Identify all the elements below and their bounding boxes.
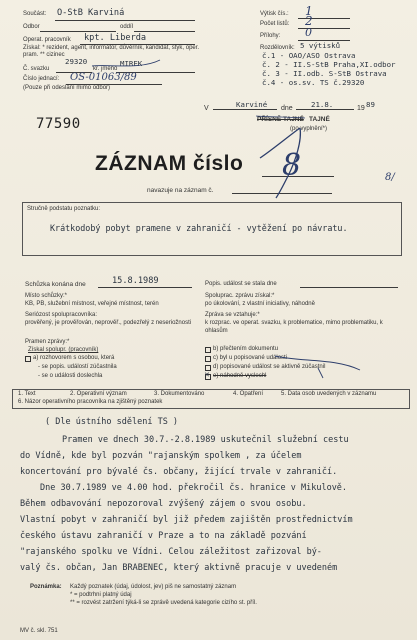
footnote-label: Poznámka: [30, 584, 62, 590]
pramen-option: Získal spolupr. (pracovník) [28, 347, 99, 353]
dne-label: dne [281, 105, 293, 112]
rozdelovnik-line: č.4 - os.sv. TS č.29320 [262, 78, 365, 87]
vytisk-label: Výtisk čís.: [260, 11, 289, 17]
svazek-label: Č. svazku [23, 66, 50, 72]
body-line: českého ústavu zahraničí v Praze a to na základě pozvání [20, 531, 307, 541]
source-line: ( Dle ústního sdělení TS ) [45, 417, 179, 427]
margin-note: 8/ [385, 172, 395, 183]
legend-item: 2. Operativní význam [70, 391, 127, 397]
rozdelovnik-label: Rozdělovník: [260, 45, 295, 51]
misto-label: Místo schůzky:* [25, 293, 68, 299]
operat-value: kpt. Liberda [84, 33, 147, 43]
popis-label: Popis. událost se stala dne [205, 281, 277, 287]
schuzka-label: Schůzka konána dne [25, 281, 86, 288]
spoluprac-label: Spoluprac. zprávu získal:* [205, 293, 275, 299]
v-label: V [204, 105, 209, 112]
secrecy-struck: PŘÍSNĚ TAJNÉ [257, 116, 304, 123]
seriozn-options: prověřený, je prověřován, neprověř., podezřelý z neseriožnosti [25, 320, 192, 326]
jednaci-note: (Pouze při odeslání mimo odbor) [23, 85, 111, 91]
legend-item: 1. Text [18, 391, 36, 397]
legend-item: 3. Dokumentováno [154, 391, 205, 397]
listu-label: Počet listů: [260, 21, 290, 27]
place-value: Karviné [236, 100, 268, 109]
odbor-label: Odbor [23, 24, 40, 30]
body-line: Pramen ve dnech 30.7.-2.8.1989 uskutečnil služební cestu [62, 435, 349, 445]
krycim-label: kr. jméno [93, 66, 118, 72]
rozdelovnik-line: č. 3 - II.odb. S-StB Ostrava [262, 69, 387, 78]
prilohy-label: Přílohy: [260, 33, 281, 39]
page-title: ZÁZNAM číslo [95, 152, 244, 175]
vytisk-value: 1 [305, 4, 313, 18]
body-line: "rajanského spolku ve Vídni. Celou záležitost zařizoval bý- [20, 547, 322, 557]
operat-label: Operat. pracovník [23, 37, 71, 43]
jednaci-value: OS-01063/89 [70, 72, 137, 83]
form-code: MV č. skl. 751 [20, 628, 58, 634]
spoluprac-options: po úkolování, z vlastní iniciativy, náhodně [205, 301, 315, 307]
prilohy-value: 0 [305, 26, 312, 39]
document-number: 77590 [36, 116, 81, 132]
secrecy-value: TAJNÉ [309, 116, 330, 123]
date-value: 21.8. [311, 100, 334, 109]
rozdelovnik-line: č. 2 - II.S-StB Praha,XI.odbor [262, 60, 396, 69]
body-line: Dne 30.7.1989 ve 4.00 hod. překročil čs. hranice v Mikulově. [40, 483, 348, 493]
pramen-option-right: c) byl u popisované události [213, 355, 288, 361]
rozdelovnik-head: 5 výtisků [300, 41, 341, 50]
summary-label: Stručně podstatu poznatku: [27, 206, 101, 212]
pramen-option: a) rozhovorem s osobou, která [33, 355, 115, 361]
schuzka-value: 15.8.1989 [112, 276, 159, 286]
year-prefix: 19 [357, 105, 365, 112]
body-line: valý čs. občan, Jan BRABENEC, který aktivně pracuje v uvedeném [20, 563, 338, 573]
soucast-label: Součást: [23, 11, 47, 17]
ziskal-label: Získal: * rezident, agent, informátor, důvěrník, kandidát, styk, oper. pram. ** cizinec [23, 45, 200, 58]
oddil-label: oddíl [120, 24, 134, 30]
body-line: do Vídně, kde byl pozván "rajanským spolkem , za účelem [20, 451, 302, 461]
svazek-value: 29320 [65, 57, 88, 66]
secrecy-note: (po vyplnění*) [290, 126, 328, 132]
handwritten-record-number: 8 [282, 148, 302, 183]
legend-item: 6. Názor operativního pracovníka na zjištěný poznatek [18, 399, 163, 405]
footnote-line: * = podtrhni platný údaj [70, 592, 132, 598]
misto-options: KB, PB, služební místnost, veřejné místnost, terén [25, 301, 159, 307]
legend-item: 4. Opatření [233, 391, 264, 397]
krycim-value: MIREK [120, 59, 143, 68]
pramen-option-right: b) přečtením dokumentu [213, 346, 279, 352]
seriozn-label: Seriózost spolupracovníka: [25, 312, 98, 318]
vztah-options: k rozprac. ve operat. svazku, k problematice, mimo problematiku, k ohlasům [205, 320, 383, 334]
summary-text: Krátkodobý pobyt pramene v zahraničí - vytěžení po návratu. [50, 223, 348, 233]
pramen-option-right: e) náhodně vyslechl [213, 373, 267, 379]
body-line: Během odbavování nepozoroval zvýšený zájem o svou osobu. [20, 499, 307, 509]
listu-value: 2 [305, 14, 313, 28]
jednaci-label: Číslo jednací: [23, 76, 60, 82]
pramen-option: - se popis. událostí zúčastnila [38, 364, 117, 370]
soucast-value: O-StB Karviná [57, 8, 125, 18]
navazuje-label: navazuje na záznam č. [147, 187, 214, 194]
body-line: koncertování pro bývalé čs. občany, žijící trvale v zahraničí. [20, 467, 338, 477]
pramen-option: - se o události doslechla [38, 373, 103, 379]
legend-item: 5. Data osob uvedených v záznamu [281, 391, 377, 397]
year-value: 89 [366, 100, 375, 109]
pramen-option-right: d) popisované událost se aktivně zúčastnil [213, 364, 326, 370]
footnote-line: Každý poznatek (údaj, údolost, jev) piš ne samostatný záznam [70, 584, 237, 590]
footnote-line: ** = rozvést zatržení týká-li se zprávě uvedená kategorie cizího st. příl. [70, 600, 257, 606]
pramen-label: Pramen zprávy:* [25, 339, 70, 345]
rozdelovnik-line: č.1 - OAO/ASO Ostrava [262, 51, 356, 60]
body-line: Vlastní pobyt v zahraničí byl již předem zajištěn prostřednictvím [20, 515, 353, 525]
vztah-label: Zpráva se vztahuje:* [205, 312, 260, 318]
